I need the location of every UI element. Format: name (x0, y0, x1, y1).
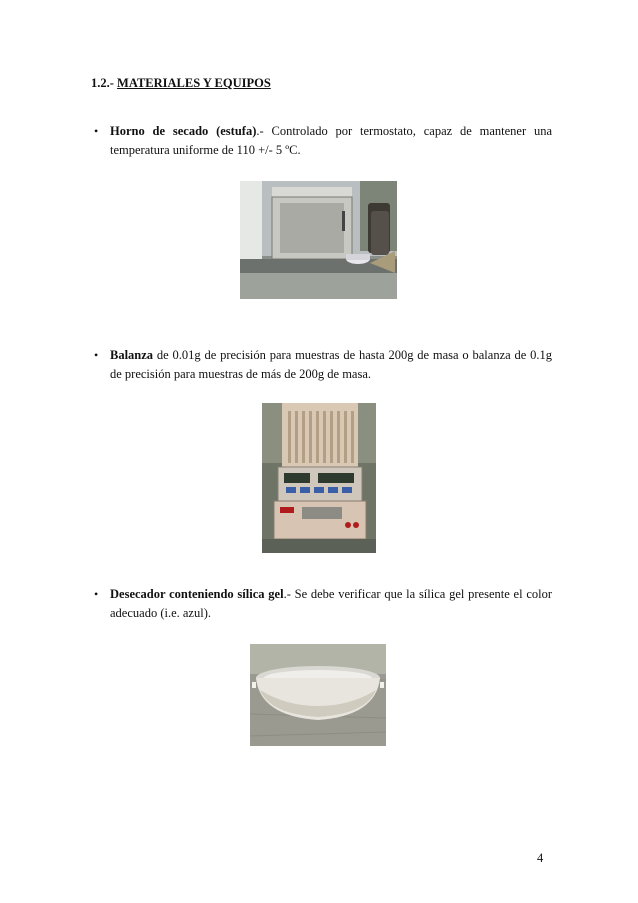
balance-photo (262, 403, 376, 553)
bullet: • (94, 124, 99, 138)
bullet: • (94, 587, 99, 601)
item-description: .- Controlado por termostato, capaz de mantener una temperatura uniforme de 110 +/- 5 ºC. (110, 124, 552, 157)
list-item-balanza (94, 346, 552, 384)
desiccator-photo (250, 644, 386, 746)
list-item-horno (94, 122, 552, 160)
item-term: Balanza (110, 348, 154, 362)
page-number: 4 (537, 851, 544, 865)
item-term: Horno de secado (estufa) (110, 124, 257, 138)
item-term: Desecador conteniendo sílica gel (110, 587, 284, 601)
section-heading (91, 76, 271, 91)
list-item-desecador (94, 585, 553, 623)
section-title: MATERIALES Y EQUIPOS (117, 76, 271, 90)
oven-photo (240, 181, 397, 299)
item-description: de 0.01g de precisión para muestras de hasta 200g de masa o balanza de 0.1g de precisión para muestras de más de 200g de masa. (110, 348, 552, 381)
bullet: • (94, 348, 99, 362)
item-description: .- Se debe verificar que la sílica gel presente el color adecuado (i.e. azul). (110, 587, 553, 620)
section-number: 1.2.- (91, 76, 118, 90)
